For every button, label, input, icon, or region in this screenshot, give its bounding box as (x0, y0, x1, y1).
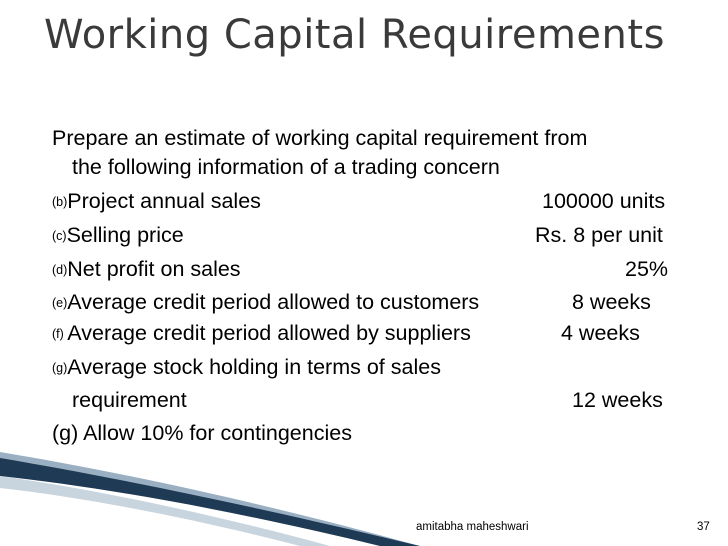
item-value: 4 weeks (561, 321, 640, 345)
item-label (52, 352, 441, 383)
intro-text-1: Prepare an estimate of working capital requirement from (52, 126, 588, 150)
item-label (52, 186, 261, 217)
intro-line-2 (52, 152, 692, 182)
item-marker: (f) (52, 327, 68, 341)
item-marker: (e) (52, 296, 68, 310)
item-marker: (d) (52, 263, 68, 277)
item-marker: (b) (52, 195, 68, 209)
contingencies-text: (g) Allow 10% for contingencies (52, 421, 352, 445)
item-text: Average stock holding in terms of sales (67, 355, 441, 379)
continuation-value: 12 weeks (572, 388, 663, 412)
page-number: 37 (697, 521, 710, 533)
item-text: Average credit period allowed by suppliers (67, 321, 471, 345)
item-text: Net profit on sales (67, 257, 241, 281)
item-value: 8 weeks (572, 290, 651, 314)
item-row-selling-price (52, 220, 692, 250)
item-label (52, 254, 241, 285)
item-row-supplier-credit (52, 318, 692, 348)
item-marker: (c) (52, 229, 67, 243)
item-value: 25% (625, 257, 669, 281)
item-text: Selling price (66, 223, 184, 247)
footer-author: amitabha maheshwari (416, 521, 529, 533)
item-row-annual-sales (52, 186, 692, 216)
contingencies-line (52, 418, 692, 448)
item-label (52, 287, 479, 318)
item-row-stock-holding-continued (52, 385, 692, 415)
continuation-label: requirement (72, 388, 187, 412)
item-label (52, 220, 184, 251)
item-row-stock-holding (52, 352, 692, 382)
item-value: 100000 units (542, 189, 666, 213)
slide-title: Working Capital Requirements (44, 12, 665, 58)
item-text: Project annual sales (67, 189, 261, 213)
swoosh-dark (0, 458, 420, 546)
item-row-net-profit (52, 254, 692, 284)
item-text: Average credit period allowed to customers (67, 290, 480, 314)
item-value: Rs. 8 per unit (535, 223, 663, 247)
item-label (52, 318, 471, 349)
intro-text-2: the following information of a trading concern (72, 155, 500, 179)
intro-line-1 (52, 123, 692, 153)
item-marker: (g) (52, 361, 68, 375)
item-row-customer-credit (52, 287, 692, 317)
decorative-swoosh (0, 450, 420, 546)
